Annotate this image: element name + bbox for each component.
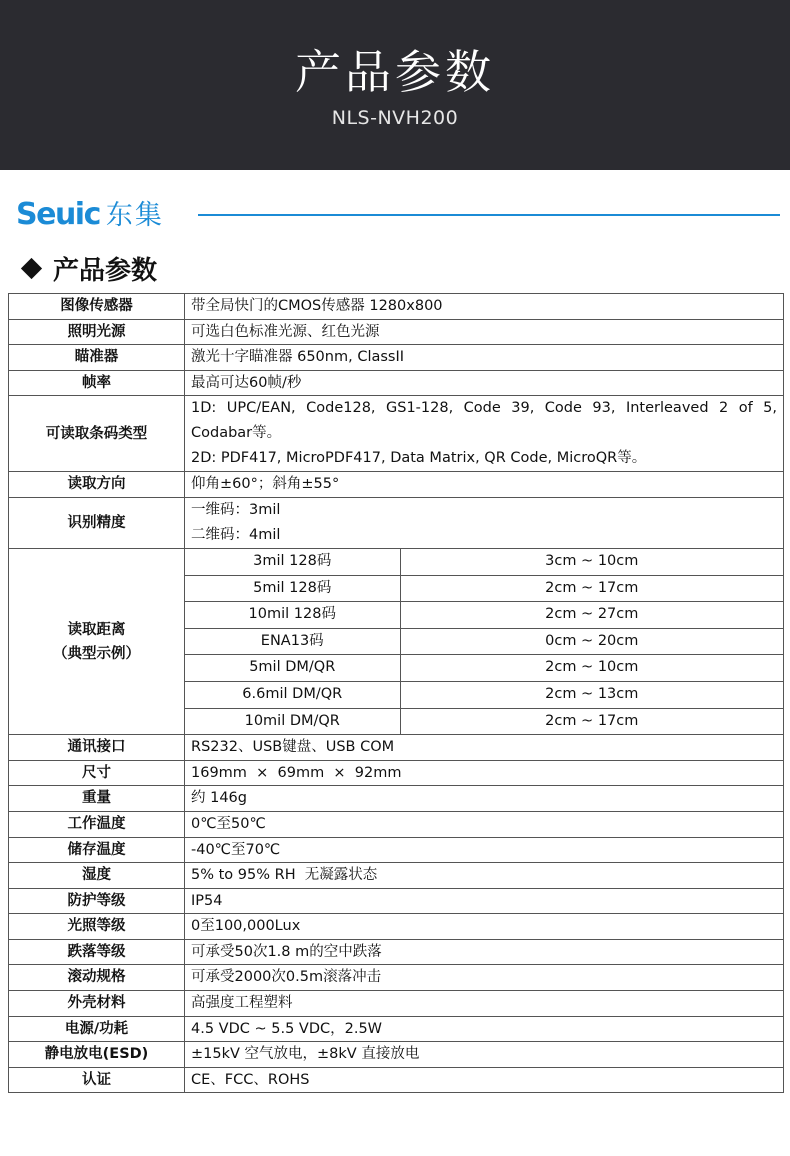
- read-distance-cell: [185, 548, 784, 734]
- spec-value: -40℃至70℃: [185, 837, 784, 863]
- spec-value: 可承受2000次0.5m滚落冲击: [185, 965, 784, 991]
- spec-value: 带全局快门的CMOS传感器 1280x800: [185, 294, 784, 320]
- spec-value: [185, 497, 784, 548]
- spec-value: 仰角±60°；斜角±55°: [185, 472, 784, 498]
- spec-label: 瞄准器: [9, 345, 185, 371]
- spec-value: CE、FCC、ROHS: [185, 1067, 784, 1093]
- spec-label: 读取方向: [9, 472, 185, 498]
- table-row: [9, 1042, 784, 1068]
- spec-label: 跌落等级: [9, 939, 185, 965]
- read-distance-label: 读取距离: [67, 621, 126, 638]
- table-row: [185, 628, 783, 655]
- table-row: [185, 681, 783, 708]
- table-row: [9, 497, 784, 548]
- barcode-spec: ENA13码: [185, 628, 400, 655]
- table-row: [9, 863, 784, 889]
- table-row: [9, 294, 784, 320]
- spec-label: 外壳材料: [9, 991, 185, 1017]
- table-row: [9, 735, 784, 761]
- distance-range: 3cm ~ 10cm: [400, 549, 783, 575]
- spec-value: 169mm × 69mm × 92mm: [185, 760, 784, 786]
- spec-label: 防护等级: [9, 888, 185, 914]
- spec-label: 工作温度: [9, 811, 185, 837]
- spec-value: IP54: [185, 888, 784, 914]
- table-row: [185, 602, 783, 629]
- symbology-1d: 1D: UPC/EAN, Code128, GS1-128, Code 39, Code 93, Interleaved 2 of 5, Codabar等。: [191, 400, 777, 442]
- spec-label: 识别精度: [9, 497, 185, 548]
- spec-value: RS232、USB键盘、USB COM: [185, 735, 784, 761]
- spec-label: 滚动规格: [9, 965, 185, 991]
- table-row: [9, 965, 784, 991]
- table-row: [9, 991, 784, 1017]
- barcode-spec: 10mil DM/QR: [185, 708, 400, 734]
- table-row: [185, 708, 783, 734]
- brand-logo: [16, 193, 164, 233]
- spec-value: [185, 396, 784, 472]
- table-row: [9, 319, 784, 345]
- symbology-2d: 2D: PDF417, MicroPDF417, Data Matrix, QR Code, MicroQR等。: [191, 450, 647, 467]
- spec-value: 激光十字瞄准器 650nm, ClassII: [185, 345, 784, 371]
- spec-value: 5% to 95% RH 无凝露状态: [185, 863, 784, 889]
- page-title: 产品参数: [295, 45, 495, 99]
- logo-text-en: Seuic: [16, 197, 100, 232]
- spec-value: 高强度工程塑料: [185, 991, 784, 1017]
- distance-range: 2cm ~ 13cm: [400, 681, 783, 708]
- table-row: [9, 396, 784, 472]
- spec-label: 图像传感器: [9, 294, 185, 320]
- header-banner: [0, 0, 790, 170]
- table-row: [9, 939, 784, 965]
- table-row: [9, 548, 784, 734]
- distance-range: 0cm ~ 20cm: [400, 628, 783, 655]
- spec-value: 0℃至50℃: [185, 811, 784, 837]
- read-distance-table: [185, 549, 783, 734]
- table-row: [9, 760, 784, 786]
- spec-label: 湿度: [9, 863, 185, 889]
- spec-table: [8, 293, 784, 1093]
- section-title: 产品参数: [53, 255, 158, 286]
- distance-range: 2cm ~ 17cm: [400, 575, 783, 602]
- spec-label: 帧率: [9, 370, 185, 396]
- spec-label: 静电放电(ESD): [9, 1042, 185, 1068]
- spec-label: 可读取条码类型: [9, 396, 185, 472]
- brand-divider: [198, 214, 780, 216]
- table-row: [9, 837, 784, 863]
- spec-value: ±15kV 空气放电，±8kV 直接放电: [185, 1042, 784, 1068]
- table-row: [9, 1067, 784, 1093]
- spec-label: [9, 548, 185, 734]
- section-heading: [20, 250, 157, 286]
- read-distance-sublabel: （典型示例）: [53, 645, 140, 662]
- spec-value: 可选白色标准光源、红色光源: [185, 319, 784, 345]
- spec-label: 电源/功耗: [9, 1016, 185, 1042]
- spec-value: 可承受50次1.8 m的空中跌落: [185, 939, 784, 965]
- spec-value: 最高可达60帧/秒: [185, 370, 784, 396]
- spec-label: 照明光源: [9, 319, 185, 345]
- table-row: [9, 786, 784, 812]
- table-row: [185, 575, 783, 602]
- logo-text-cn: 东集: [105, 200, 164, 231]
- table-row: [9, 1016, 784, 1042]
- spec-label: 尺寸: [9, 760, 185, 786]
- barcode-spec: 5mil 128码: [185, 575, 400, 602]
- spec-value: 约 146g: [185, 786, 784, 812]
- model-number: NLS-NVH200: [331, 107, 459, 129]
- barcode-spec: 10mil 128码: [185, 602, 400, 629]
- spec-label: 通讯接口: [9, 735, 185, 761]
- table-row: [185, 549, 783, 575]
- table-row: [9, 370, 784, 396]
- distance-range: 2cm ~ 17cm: [545, 712, 639, 729]
- distance-range: 2cm ~ 27cm: [400, 602, 783, 629]
- barcode-spec: 5mil DM/QR: [185, 655, 400, 682]
- barcode-spec: 6.6mil DM/QR: [185, 681, 400, 708]
- table-row: [9, 811, 784, 837]
- spec-label: 重量: [9, 786, 185, 812]
- spec-value: 4.5 VDC ~ 5.5 VDC，2.5W: [185, 1016, 784, 1042]
- table-row: [9, 914, 784, 940]
- distance-range: 2cm ~ 10cm: [400, 655, 783, 682]
- barcode-spec: 3mil 128码: [185, 549, 400, 575]
- spec-label: 储存温度: [9, 837, 185, 863]
- spec-label: 光照等级: [9, 914, 185, 940]
- table-row: [185, 655, 783, 682]
- resolution-2d: 二维码：4mil: [191, 526, 281, 543]
- table-row: [9, 472, 784, 498]
- spec-label: 认证: [9, 1067, 185, 1093]
- table-row: [9, 888, 784, 914]
- resolution-1d: 一维码：3mil: [191, 501, 281, 518]
- table-row: [9, 345, 784, 371]
- spec-value: 0至100,000Lux: [185, 914, 784, 940]
- diamond-bullet-icon: [21, 257, 42, 278]
